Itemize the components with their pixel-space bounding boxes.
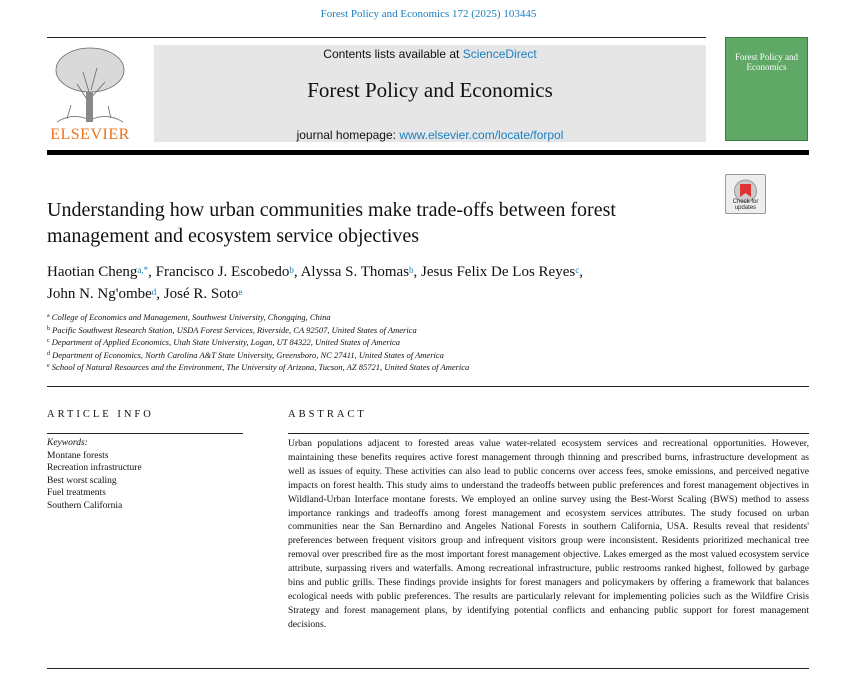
top-rule	[47, 37, 706, 38]
affiliation-item	[47, 361, 807, 374]
keyword-item: Fuel treatments	[47, 488, 106, 499]
crossmark-label: Check for updates	[732, 199, 759, 211]
author-name[interactable]: Jesus Felix De Los Reyes	[421, 264, 576, 280]
keywords-block	[47, 437, 247, 513]
running-head[interactable]: Forest Policy and Economics 172 (2025) 103445	[320, 8, 537, 20]
abstract-rule	[288, 433, 809, 434]
cover-title: Forest Policy and Economics	[735, 52, 798, 72]
affiliation-key: b	[47, 325, 50, 332]
affiliation-item	[47, 336, 807, 349]
author-separator: ,	[156, 286, 164, 302]
author-list	[47, 261, 747, 305]
author-separator: ,	[413, 264, 422, 280]
affiliation-key: a	[47, 313, 50, 319]
author-affiliation-marker[interactable]: d	[151, 287, 157, 297]
affiliation-text: Department of Applied Economics, Utah State University, Logan, UT 84322, United States of America	[51, 337, 401, 348]
author-name[interactable]: Alyssa S. Thomas	[300, 264, 410, 280]
author-separator: ,	[579, 264, 583, 280]
affiliation-key: e	[47, 363, 50, 370]
header-thick-rule	[47, 150, 809, 155]
author-affiliation-marker[interactable]: b	[289, 265, 294, 275]
author-affiliation-marker[interactable]: e	[238, 287, 243, 297]
bottom-rule	[47, 668, 809, 669]
author-separator: ,	[148, 264, 156, 280]
affiliation-key: d	[47, 350, 50, 357]
affiliation-item	[47, 349, 807, 362]
keyword-item: Southern California	[47, 500, 123, 511]
journal-title: Forest Policy and Economics	[307, 78, 553, 102]
article-info-rule	[47, 433, 243, 434]
author-separator: ,	[293, 264, 301, 280]
homepage-link[interactable]: www.elsevier.com/locate/forpol	[399, 128, 564, 142]
abstract-text: Urban populations adjacent to forested areas value water-related ecosystem services and recreational opportunities. However, maintaining these benefits requires active forest management through thinning and prescribed burns, infrastructure development as well as issues of equity. These activities can also lead to public concerns over access fees, smoke emissions, and perceived negative impacts on forest health. This study aims to understand the tradeoffs between public preferences and forest management objectives in Wildland-Urban Interface montane forests. We employed an online survey using the Best-Worst Scaling (BWS) method to assess importance rankings and tradeoffs among forest management and ecosystem services attributes. The study focused on urban communities near the San Bernardino and Angeles National Forests in southern California, USA. Results reveal that residents' preferences between frequent visitors group and infrequent visitors group were inconsistent. Residents prioritized mechanical tree removal over prescribed fire as the most important forest management objective. Lakes emerged as the most valued ecosystem service attribute, surpassing rivers and waterfalls. Among recreational infrastructure, public restrooms ranked highest, followed by garbage bins and public grills. These findings provide insights for forest managers and policymakers by offering a framework that balances ecological needs with public preferences. The results are particularly relevant for implementing policies such as the Wildfire Crisis Strategy and forest management plans, by identifying potential conflicts and enhancing public support for forest management decisions.	[288, 438, 809, 630]
affiliation-key: c	[47, 338, 50, 345]
affiliation-item	[47, 311, 807, 324]
author-affiliation-marker[interactable]: b	[409, 265, 414, 275]
author-name[interactable]: Haotian Cheng	[47, 264, 138, 280]
author-affiliation-marker[interactable]: c	[575, 265, 580, 275]
author-name[interactable]: Francisco J. Escobedo	[155, 264, 290, 280]
keyword-item: Montane forests	[47, 450, 109, 461]
article-info-heading: ARTICLE INFO	[47, 409, 154, 420]
keyword-item: Recreation infrastructure	[47, 463, 142, 474]
affiliation-text: College of Economics and Management, Southwest University, Chongqing, China	[51, 312, 331, 322]
affiliations	[47, 311, 807, 374]
keywords-label: Keywords:	[47, 438, 88, 448]
author-affiliation-marker[interactable]: a,*	[137, 265, 149, 275]
section-divider	[47, 386, 809, 387]
keyword-item: Best worst scaling	[47, 475, 117, 486]
homepage-prefix: journal homepage:	[296, 128, 400, 142]
homepage-line	[154, 128, 706, 142]
contents-prefix: Contents lists available at	[323, 47, 463, 61]
contents-line	[154, 47, 706, 61]
journal-cover-thumbnail[interactable]	[725, 37, 808, 141]
author-name[interactable]: José R. Soto	[163, 286, 239, 302]
affiliation-text: School of Natural Resources and the Environment, The University of Arizona, Tucson, AZ 85721, United States of America	[51, 362, 470, 373]
check-for-updates-badge[interactable]	[725, 174, 766, 214]
affiliation-text: Department of Economics, North Carolina A&T State University, Greensboro, NC 27411, United States of America	[52, 349, 444, 360]
affiliation-text: Pacific Southwest Research Station, USDA Forest Services, Riverside, CA 92507, United States of America	[52, 324, 417, 335]
affiliation-item	[47, 324, 807, 337]
abstract-heading: ABSTRACT	[288, 409, 367, 420]
elsevier-wordmark: ELSEVIER	[50, 126, 130, 143]
author-name[interactable]: John N. Ng'ombe	[47, 286, 152, 302]
sciencedirect-link[interactable]: ScienceDirect	[462, 47, 537, 61]
paper-title: Understanding how urban communities make trade-offs between forest management and ecosystem service objectives	[47, 199, 616, 247]
